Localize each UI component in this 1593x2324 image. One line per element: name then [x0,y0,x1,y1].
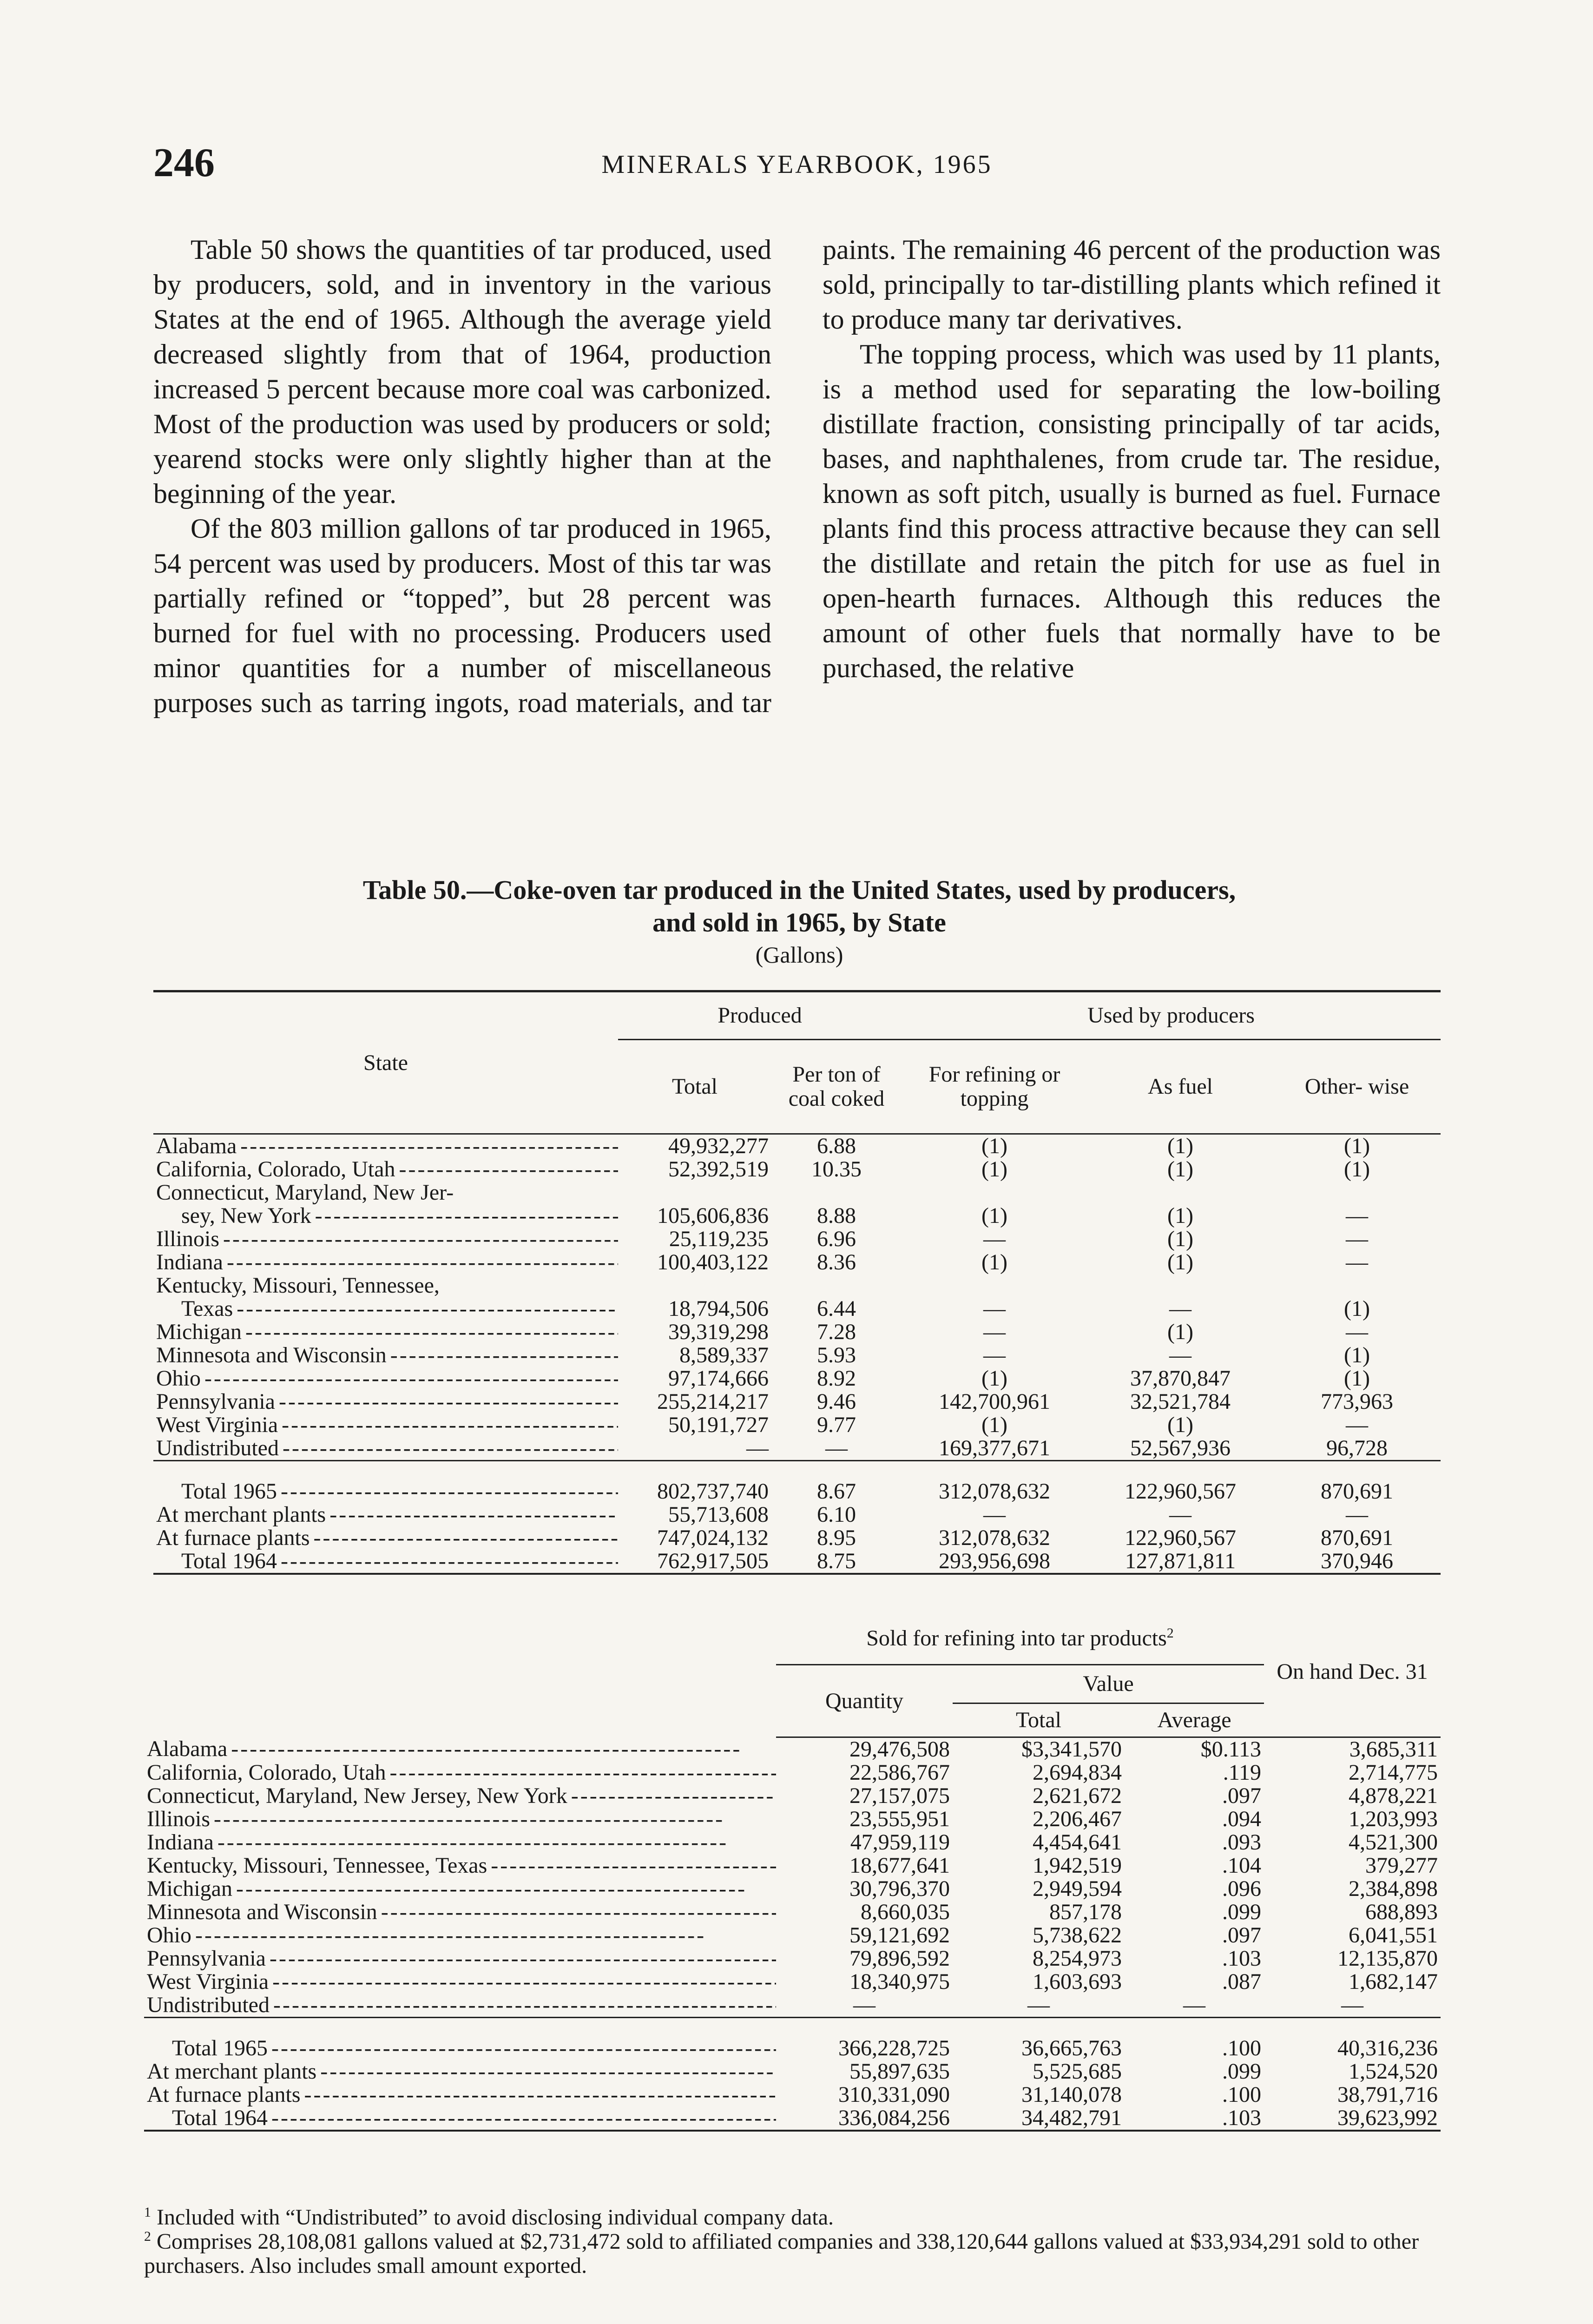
cell-per-ton: 8.75 [771,1550,902,1574]
cell-quantity: 18,340,975 [849,1969,950,1994]
cell-on-hand: 39,623,992 [1264,2106,1441,2131]
footnote [144,2205,1441,2230]
cell-on-hand: 40,316,236 [1264,2018,1441,2060]
cell-quantity: 30,796,370 [849,1876,950,1901]
cell-refining: (1) [981,1134,1007,1158]
cell-otherwise: 370,946 [1273,1550,1441,1574]
cell-value-average: .087 [1222,1969,1261,1994]
cell-state: Undistributed - - - [144,1994,776,2018]
cell-state: Total 1964 - - - [153,1550,618,1574]
table-row [153,1228,1441,1251]
cell-per-ton: 7.28 [817,1320,856,1344]
cell-otherwise: — [1346,1413,1369,1437]
cell-on-hand: 12,135,870 [1337,1946,1438,1971]
cell-total: 52,392,519 [668,1157,769,1182]
cell-state: West Virginia - - - [153,1413,618,1437]
cell-per-ton [771,1181,902,1204]
table-unit: (Gallons) [755,942,843,968]
cell-quantity: 79,896,592 [849,1946,950,1971]
header-quantity: Quantity [776,1665,953,1737]
cell-state: Connecticut, Maryland, New Jersey, New York - - - [144,1784,776,1808]
cell-on-hand: 3,685,311 [1349,1737,1438,1762]
table-row [144,1924,1441,1947]
table-row [153,1181,1441,1204]
cell-value-average: .100 [1125,2018,1264,2060]
cell-fuel [1087,1274,1273,1297]
cell-otherwise: — [1346,1250,1369,1274]
header-state: State [153,991,618,1134]
cell-on-hand: 688,893 [1365,1900,1438,1924]
cell-refining: — [983,1227,1006,1251]
cell-total: 100,403,122 [657,1250,769,1274]
cell-otherwise: (1) [1344,1343,1370,1367]
footnote-text: Comprises 28,108,081 gallons valued at $2,731,472 sold to affiliated companies and 338,120,644 gallons valued at $33,934,291 sold to other purchasers. Also includes small amount exported. [144,2229,1419,2278]
table-row [144,1970,1441,1994]
table-row [144,1737,1441,1762]
cell-per-ton: — [825,1436,848,1460]
cell-per-ton: 10.35 [811,1157,862,1182]
table-production [153,990,1441,1575]
cell-otherwise: — [1346,1320,1369,1344]
header-sold-for-refining [776,1613,1264,1665]
cell-fuel: 52,567,936 [1130,1436,1231,1460]
cell-fuel: (1) [1167,1134,1193,1158]
cell-on-hand: 4,878,221 [1349,1783,1438,1808]
header-sold-text: Sold for refining into tar products [866,1626,1167,1651]
body-text [153,232,1441,851]
cell-state: Total 1964 - - - [144,2106,776,2131]
cell-quantity: — [853,1993,875,2017]
cell-quantity: 55,897,635 [849,2059,950,2084]
cell-value-average: .103 [1125,2106,1264,2131]
cell-state: At merchant plants - - - [153,1503,618,1526]
header-value-total: Total [953,1703,1125,1737]
cell-fuel: — [1169,1502,1192,1527]
cell-state: Alabama - - - [153,1134,618,1158]
table-title-line: Table 50.—Coke-oven tar produced in the United States, used by producers, [362,875,1236,905]
table-total-row [153,1461,1441,1504]
table-row [153,1344,1441,1367]
cell-total: 50,191,727 [668,1413,769,1437]
cell-per-ton: 8.92 [817,1366,856,1391]
cell-quantity: 29,476,508 [849,1737,950,1762]
cell-state: Pennsylvania - - - [144,1947,776,1970]
cell-state: Indiana - - - [153,1251,618,1274]
table-sales [144,1613,1441,2132]
cell-total [618,1274,771,1297]
cell-state: California, Colorado, Utah - - - [144,1761,776,1784]
table-row [153,1367,1441,1390]
cell-refining [902,1181,1087,1204]
cell-total: — [746,1436,769,1460]
cell-per-ton: 6.88 [817,1134,856,1158]
cell-total: 255,214,217 [657,1389,769,1414]
table-row [153,1158,1441,1181]
cell-refining: 293,956,698 [902,1550,1087,1574]
cell-per-ton: 9.77 [817,1413,856,1437]
cell-on-hand: 2,384,898 [1349,1876,1438,1901]
table-total-row [144,2060,1441,2083]
paragraph: The topping process, which was used by 11 plants, is a method used for separating the low-boiling distillate fraction, consisting principally of tar acids, bases, and naphthalenes, from crude tar. The residue, known as soft pitch, usually is burned as fuel. Furnace plants find this process attractive because they can sell the distillate and retain the pitch for use as fuel in open-hearth furnaces. Although this reduces the amount of other fuels that normally have to be purchased, the relative [823,339,1441,683]
cell-state: Total 1965 - - - [153,1461,618,1504]
table-row [153,1437,1441,1461]
cell-on-hand: 2,714,775 [1349,1760,1438,1785]
cell-value-total: 36,665,763 [953,2018,1125,2060]
table-total-row [153,1503,1441,1526]
cell-state: Texas - - - [153,1297,618,1320]
header-value: Value [953,1665,1264,1703]
cell-per-ton: 8.67 [771,1461,902,1504]
cell-value-average: .100 [1222,2082,1261,2107]
cell-refining: 312,078,632 [939,1525,1051,1550]
cell-fuel: — [1169,1343,1192,1367]
table-row [144,1784,1441,1808]
paragraph: Of the 803 million gallons of tar produced in 1965, 54 percent was used by producers. Most of this tar was partially refined or “topped”, but 28 percent was burned for fuel with no processing. Producers used minor quantities for a number of miscellaneous purposes such as tarring ingots, road materials, and tar paints. The remaining 46 percent of the production was sold, principally to tar-distilling plants which refined it to produce many tar derivatives. [153,234,1441,718]
cell-total: 105,606,836 [657,1203,769,1228]
cell-refining: 312,078,632 [902,1461,1087,1504]
cell-refining: (1) [981,1157,1007,1182]
footnote-text: Included with “Undistributed” to avoid disclosing individual company data. [157,2205,834,2230]
cell-state: Kentucky, Missouri, Tennessee, Texas - - - [144,1854,776,1877]
cell-on-hand: 1,682,147 [1349,1969,1438,1994]
table-row [144,1808,1441,1831]
cell-state: Indiana - - - [144,1831,776,1854]
header-on-hand: On hand Dec. 31 [1277,1659,1428,1684]
cell-fuel: 37,870,847 [1130,1366,1231,1391]
cell-state: sey, New York - - - [153,1204,618,1228]
cell-refining: — [983,1343,1006,1367]
footnote-mark: 2 [144,2229,151,2244]
table-row [153,1204,1441,1228]
cell-value-total: 34,482,791 [953,2106,1125,2131]
cell-fuel: 122,960,567 [1125,1525,1237,1550]
cell-fuel: 122,960,567 [1087,1461,1273,1504]
cell-fuel: 127,871,811 [1087,1550,1273,1574]
cell-value-total: 4,454,641 [1033,1830,1122,1855]
cell-value-average: .096 [1222,1876,1261,1901]
footnote-mark: 1 [144,2205,151,2220]
cell-quantity: 23,555,951 [849,1807,950,1831]
cell-value-average: — [1183,1993,1205,2017]
cell-value-total: 31,140,078 [1021,2082,1122,2107]
cell-refining: (1) [981,1203,1007,1228]
cell-per-ton: 5.93 [817,1343,856,1367]
cell-on-hand: 6,041,551 [1349,1923,1438,1948]
cell-per-ton: 8.36 [817,1250,856,1274]
table-row [153,1274,1441,1297]
cell-total: 762,917,505 [618,1550,771,1574]
cell-value-average: .099 [1222,1900,1261,1924]
cell-state: Minnesota and Wisconsin - - - [153,1344,618,1367]
cell-value-total: 2,621,672 [1033,1783,1122,1808]
cell-per-ton: 8.95 [817,1525,856,1550]
table-total-row [153,1526,1441,1550]
cell-value-average: .103 [1222,1946,1261,1971]
cell-quantity: 310,331,090 [838,2082,950,2107]
cell-per-ton: 6.96 [817,1227,856,1251]
cell-value-total: 5,738,622 [1033,1923,1122,1948]
cell-refining: (1) [981,1413,1007,1437]
cell-state: Illinois - - - [153,1228,618,1251]
cell-total: 802,737,740 [618,1461,771,1504]
cell-state: West Virginia - - - [144,1970,776,1994]
cell-value-total: 5,525,685 [1033,2059,1122,2084]
cell-value-total: 1,942,519 [1033,1853,1122,1878]
cell-state: Kentucky, Missouri, Tennessee, [156,1274,440,1297]
cell-value-total: 2,694,834 [1033,1760,1122,1785]
cell-otherwise: (1) [1344,1134,1370,1158]
table-title-line: and sold in 1965, by State [652,907,946,938]
cell-value-average: .104 [1222,1853,1261,1878]
cell-total: 18,794,506 [668,1296,769,1321]
header-spacer [144,1613,776,1737]
cell-otherwise: 870,691 [1273,1461,1441,1504]
table-row [153,1390,1441,1413]
header-per-ton: Per ton of coal coked [771,1040,902,1134]
table-row [153,1320,1441,1344]
cell-value-total: — [1027,1993,1050,2017]
cell-quantity: 47,959,119 [850,1830,950,1855]
cell-state: Total 1965 - - - [144,2018,776,2060]
cell-otherwise: (1) [1344,1296,1370,1321]
cell-value-total: 2,206,467 [1033,1807,1122,1831]
cell-value-average: .099 [1222,2059,1261,2084]
cell-fuel: (1) [1167,1413,1193,1437]
header-total: Total [618,1040,771,1134]
page-number: 246 [153,140,215,185]
cell-state: Connecticut, Maryland, New Jer- [156,1181,454,1204]
paragraph: Table 50 shows the quantities of tar produced, used by producers, sold, and in inventory in the various States at the end of 1965. Although the average yield decreased slightly from that of 1964, production increased 5 percent because more coal was carbonized. Most of the production was used by producers or sold; yearend stocks were only slightly higher than at the beginning of the year. [153,234,771,509]
header-otherwise: Other- wise [1273,1040,1441,1134]
cell-refining: 169,377,671 [939,1436,1051,1460]
cell-refining: — [983,1296,1006,1321]
cell-refining [902,1274,1087,1297]
cell-per-ton: 6.10 [817,1502,856,1527]
cell-refining: 142,700,961 [939,1389,1051,1414]
cell-otherwise: 96,728 [1326,1436,1388,1460]
header-as-fuel: As fuel [1087,1040,1273,1134]
cell-state: Alabama - - - [144,1737,776,1762]
table-total-row [144,2106,1441,2131]
cell-value-average: $0.113 [1200,1737,1261,1762]
cell-state: Michigan - - - [144,1877,776,1901]
footnote-mark: 2 [1166,1625,1174,1641]
table-row [144,1761,1441,1784]
cell-refining: (1) [981,1250,1007,1274]
cell-on-hand: 379,277 [1365,1853,1438,1878]
cell-otherwise [1273,1274,1441,1297]
table-row [153,1413,1441,1437]
cell-otherwise: — [1346,1203,1369,1228]
cell-on-hand: 4,521,300 [1349,1830,1438,1855]
cell-quantity: 8,660,035 [861,1900,950,1924]
cell-fuel: 32,521,784 [1130,1389,1231,1414]
cell-quantity: 366,228,725 [776,2018,953,2060]
table-row [144,1901,1441,1924]
cell-otherwise: (1) [1344,1366,1370,1391]
cell-quantity: 336,084,256 [776,2106,953,2131]
cell-fuel: — [1169,1296,1192,1321]
cell-value-total: 8,254,973 [1033,1946,1122,1971]
header-for-refining: For refining or topping [902,1040,1087,1134]
table-row [144,1947,1441,1970]
table-row [144,1831,1441,1854]
cell-fuel [1087,1181,1273,1204]
table-row [153,1134,1441,1158]
cell-total: 49,932,277 [668,1134,769,1158]
cell-otherwise: — [1346,1227,1369,1251]
cell-fuel: (1) [1167,1320,1193,1344]
cell-state: At furnace plants - - - [153,1526,618,1550]
table-total-row [153,1550,1441,1574]
cell-state: At furnace plants - - - [144,2083,776,2106]
table-total-row [144,2018,1441,2060]
header-produced: Produced [618,991,902,1040]
cell-total: 55,713,608 [668,1502,769,1527]
table-row [144,1854,1441,1877]
cell-on-hand: — [1341,1993,1363,2017]
cell-state: Ohio - - - [153,1367,618,1390]
cell-fuel: (1) [1167,1227,1193,1251]
cell-value-average: .097 [1222,1783,1261,1808]
table-row [153,1251,1441,1274]
cell-fuel: (1) [1167,1157,1193,1182]
cell-quantity: 18,677,641 [849,1853,950,1878]
cell-total: 97,174,666 [668,1366,769,1391]
cell-refining: — [983,1320,1006,1344]
cell-value-total: 857,178 [1049,1900,1122,1924]
cell-state: Illinois - - - [144,1808,776,1831]
running-head: MINERALS YEARBOOK, 1965 [601,150,993,179]
cell-per-ton: 9.46 [817,1389,856,1414]
cell-on-hand: 1,524,520 [1349,2059,1438,2084]
cell-value-total: 1,603,693 [1033,1969,1122,1994]
table-row [153,1297,1441,1320]
header-on-hand-rule [1264,1703,1441,1737]
table-row [144,1994,1441,2018]
cell-otherwise: 870,691 [1321,1525,1394,1550]
cell-value-total: $3,341,570 [1021,1737,1122,1762]
cell-fuel: (1) [1167,1250,1193,1274]
cell-state: Pennsylvania - - - [153,1390,618,1413]
cell-state: Minnesota and Wisconsin - - - [144,1901,776,1924]
cell-total: 8,589,337 [679,1343,769,1367]
cell-otherwise: (1) [1344,1157,1370,1182]
cell-value-average: .119 [1223,1760,1261,1785]
cell-on-hand: 1,203,993 [1349,1807,1438,1831]
cell-refining: (1) [981,1366,1007,1391]
cell-quantity: 27,157,075 [849,1783,950,1808]
cell-value-average: .093 [1222,1830,1261,1855]
cell-total: 39,319,298 [668,1320,769,1344]
header-used-by-producers: Used by producers [902,991,1441,1040]
cell-otherwise: 773,963 [1321,1389,1394,1414]
cell-per-ton [771,1274,902,1297]
cell-quantity: 59,121,692 [849,1923,950,1948]
cell-state: Ohio - - - [144,1924,776,1947]
cell-state: Michigan - - - [153,1320,618,1344]
cell-fuel: (1) [1167,1203,1193,1228]
cell-otherwise [1273,1181,1441,1204]
table-title [260,874,1338,939]
cell-state: At merchant plants - - - [144,2060,776,2083]
cell-state: Undistributed - - - [153,1437,618,1461]
cell-value-total: 2,949,594 [1033,1876,1122,1901]
cell-total: 747,024,132 [657,1525,769,1550]
cell-total: 25,119,235 [669,1227,769,1251]
cell-per-ton: 6.44 [817,1296,856,1321]
cell-value-average: .094 [1222,1807,1261,1831]
cell-value-average: .097 [1222,1923,1261,1948]
footnotes [144,2205,1441,2278]
cell-quantity: 22,586,767 [849,1760,950,1785]
page-header [153,139,1441,191]
cell-on-hand: 38,791,716 [1337,2082,1438,2107]
cell-state: California, Colorado, Utah - - - [153,1158,618,1181]
table-total-row [144,2083,1441,2106]
table-row [144,1877,1441,1901]
cell-refining: — [983,1502,1006,1527]
footnote [144,2230,1441,2278]
cell-otherwise: — [1346,1502,1369,1527]
cell-total [618,1181,771,1204]
header-value-average: Average [1125,1703,1264,1737]
cell-per-ton: 8.88 [817,1203,856,1228]
